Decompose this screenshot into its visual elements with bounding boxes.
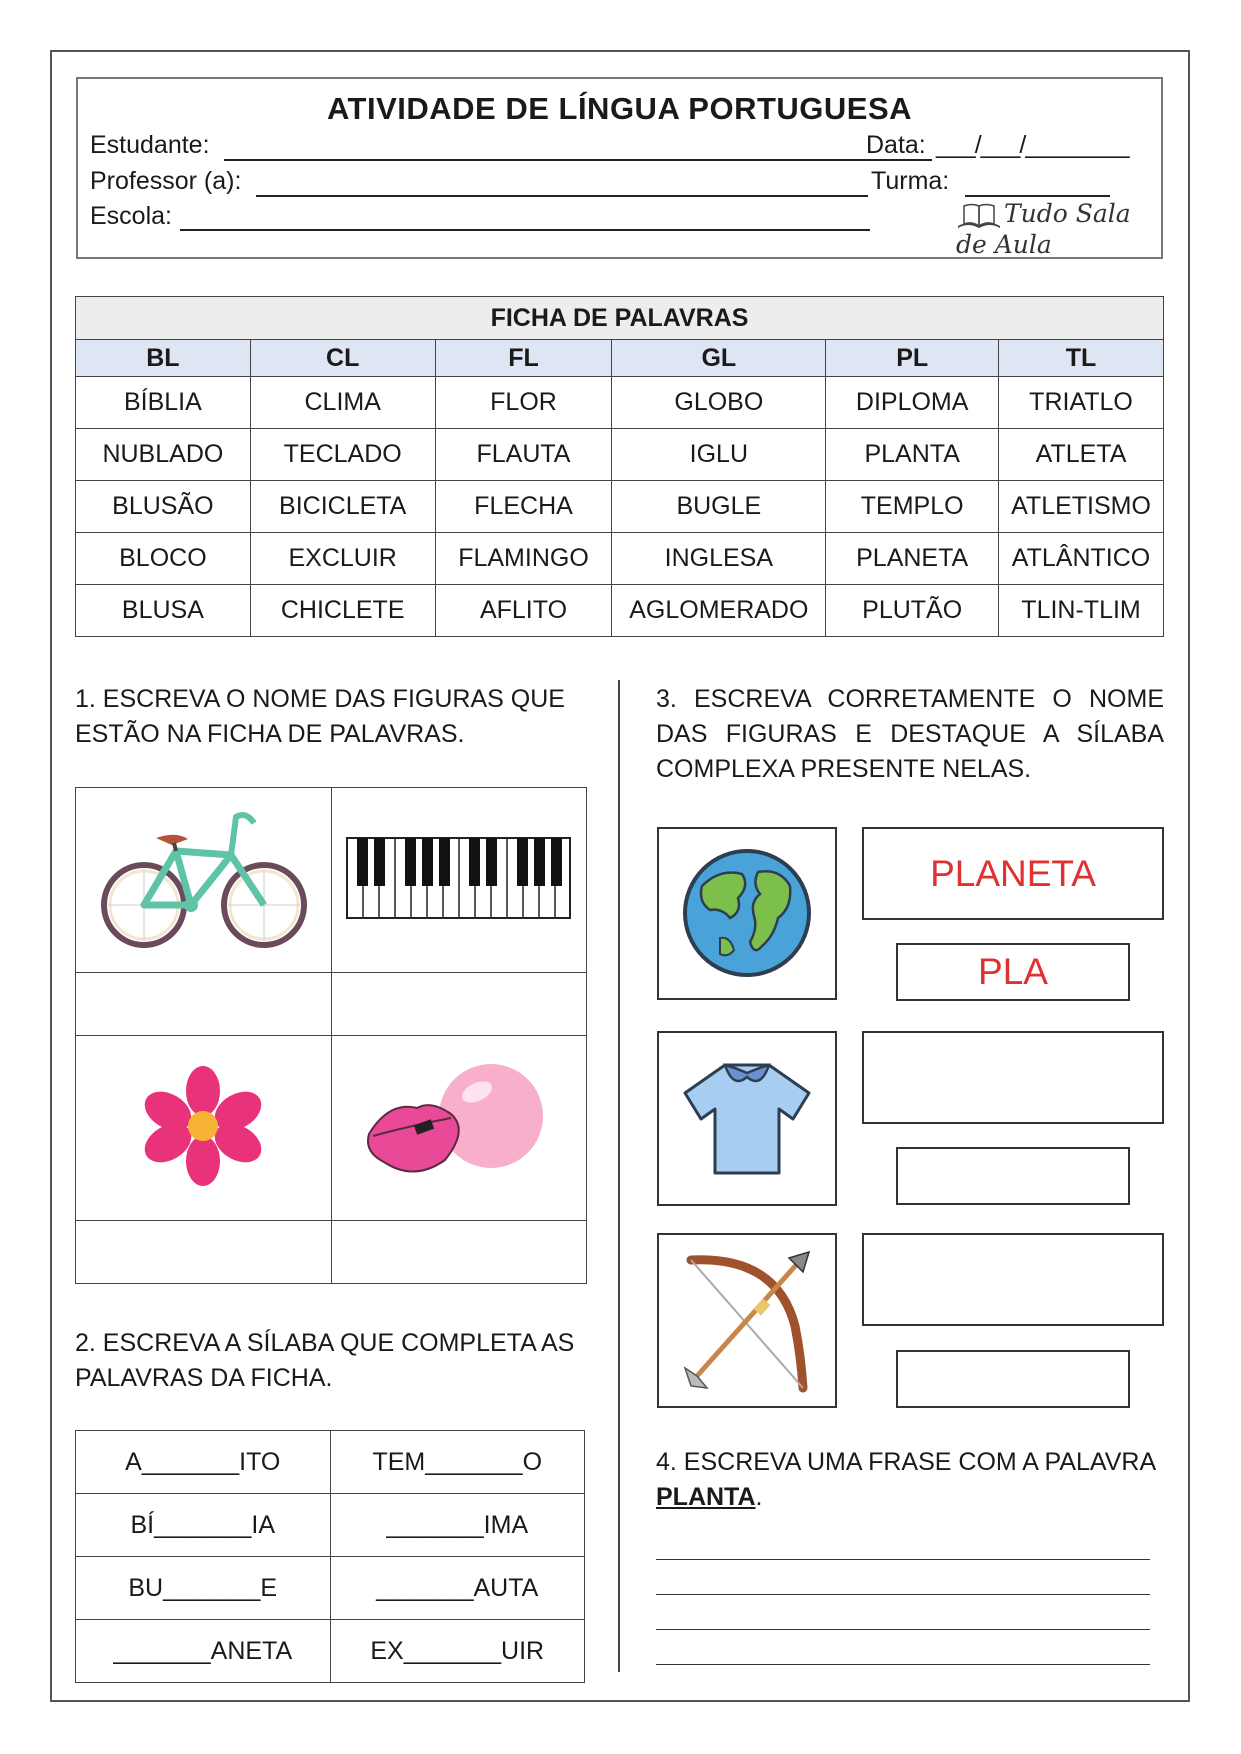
syllable-item[interactable]: _______IMA <box>330 1494 585 1557</box>
bicycle-icon <box>96 803 311 953</box>
logo <box>956 199 1161 259</box>
date-label: Data: <box>866 131 926 159</box>
column-divider <box>618 680 620 1672</box>
syllable-table <box>75 1430 585 1683</box>
bow-arrow-picture-box <box>657 1233 837 1408</box>
syllable-item[interactable]: BU_______E <box>76 1557 331 1620</box>
answer-word-box[interactable] <box>862 1233 1164 1326</box>
word-cell: NUBLADO <box>76 429 251 481</box>
column-header: CL <box>250 340 435 377</box>
picture-grid <box>75 787 587 1284</box>
planet-earth-icon <box>680 846 815 981</box>
question-4-suffix: . <box>755 1483 763 1511</box>
answer-syllable-box[interactable] <box>896 1147 1130 1205</box>
question-3-text: 3. ESCREVA CORRETAMENTE O NOME DAS FIGURAS E DESTAQUE A SÍLABA COMPLEXA PRESENTE NELAS. <box>656 685 1164 783</box>
column-header: GL <box>612 340 826 377</box>
flower-icon <box>138 1061 268 1191</box>
word-cell: GLOBO <box>612 377 826 429</box>
answer-line[interactable] <box>656 1560 1150 1595</box>
word-cell: FLECHA <box>435 481 612 533</box>
word-cell: CHICLETE <box>250 585 435 637</box>
page-title: ATIVIDADE DE LÍNGUA PORTUGUESA <box>326 91 913 126</box>
word-cell: PLANTA <box>826 429 999 481</box>
word-cell: DIPLOMA <box>826 377 999 429</box>
word-cell: TEMPLO <box>826 481 999 533</box>
shirt-picture-box <box>657 1031 837 1206</box>
bow-arrow-icon <box>677 1246 817 1396</box>
table-row <box>76 533 1164 585</box>
table-row <box>76 585 1164 637</box>
bubblegum-lips-icon <box>359 1056 559 1196</box>
keyboard-picture-cell <box>331 788 587 973</box>
word-cell: FLAUTA <box>435 429 612 481</box>
word-cell: ATLETISMO <box>999 481 1164 533</box>
word-cell: CLIMA <box>250 377 435 429</box>
question-1-text: 1. ESCREVA O NOME DAS FIGURAS QUE ESTÃO NA FICHA DE PALAVRAS. <box>75 685 565 748</box>
answer-cell[interactable] <box>76 1221 332 1284</box>
table-row <box>76 481 1164 533</box>
book-icon <box>956 202 1002 230</box>
syllable-item[interactable]: BÍ_______IA <box>76 1494 331 1557</box>
answer-cell[interactable] <box>331 1221 587 1284</box>
student-field[interactable] <box>224 159 932 161</box>
teacher-label: Professor (a): <box>90 167 242 195</box>
school-field[interactable] <box>180 229 870 231</box>
class-label: Turma: <box>871 167 950 195</box>
word-cell: FLAMINGO <box>435 533 612 585</box>
bubblegum-picture-cell <box>331 1036 587 1221</box>
word-cell: TLIN-TLIM <box>999 585 1164 637</box>
word-cell: BLOCO <box>76 533 251 585</box>
table-row <box>76 1494 585 1557</box>
answer-word-box[interactable] <box>862 1031 1164 1124</box>
school-label: Escola: <box>90 202 172 230</box>
word-cell: BÍBLIA <box>76 377 251 429</box>
bicycle-picture-cell <box>76 788 332 973</box>
word-cell: FLOR <box>435 377 612 429</box>
teacher-field[interactable] <box>256 195 868 197</box>
word-cell: BUGLE <box>612 481 826 533</box>
word-cell: AFLITO <box>435 585 612 637</box>
answer-syllable-box[interactable]: PLA <box>896 943 1130 1001</box>
table-row <box>76 1557 585 1620</box>
syllable-item[interactable]: _______AUTA <box>330 1557 585 1620</box>
word-cell: PLUTÃO <box>826 585 999 637</box>
syllable-item[interactable]: EX_______UIR <box>330 1620 585 1683</box>
word-cell: BLUSA <box>76 585 251 637</box>
answer-line[interactable] <box>656 1525 1150 1560</box>
word-table-title: FICHA DE PALAVRAS <box>76 297 1164 340</box>
table-row <box>76 1620 585 1683</box>
word-cell: EXCLUIR <box>250 533 435 585</box>
syllable-item[interactable]: TEM_______O <box>330 1431 585 1494</box>
word-table <box>75 296 1164 637</box>
shirt-icon <box>677 1059 817 1179</box>
column-header: BL <box>76 340 251 377</box>
word-cell: TRIATLO <box>999 377 1164 429</box>
word-cell: BLUSÃO <box>76 481 251 533</box>
table-row <box>76 429 1164 481</box>
column-header: TL <box>999 340 1164 377</box>
answer-syllable-box[interactable] <box>896 1350 1130 1408</box>
sentence-answer-lines[interactable] <box>656 1525 1150 1665</box>
word-cell: BICICLETA <box>250 481 435 533</box>
word-cell: INGLESA <box>612 533 826 585</box>
header-box <box>76 77 1163 259</box>
answer-word-box[interactable]: PLANETA <box>862 827 1164 920</box>
word-cell: TECLADO <box>250 429 435 481</box>
column-header: PL <box>826 340 999 377</box>
answer-cell[interactable] <box>76 973 332 1036</box>
syllable-item[interactable]: _______ANETA <box>76 1620 331 1683</box>
table-row <box>76 377 1164 429</box>
question-4-text <box>656 1445 1164 1515</box>
word-cell: IGLU <box>612 429 826 481</box>
word-cell: AGLOMERADO <box>612 585 826 637</box>
piano-keys-icon <box>346 837 571 919</box>
question-2-text: 2. ESCREVA A SÍLABA QUE COMPLETA AS PALAVRAS DA FICHA. <box>75 1329 575 1392</box>
answer-cell[interactable] <box>331 973 587 1036</box>
question-4-prefix: 4. ESCREVA UMA FRASE COM A PALAVRA <box>656 1448 1155 1476</box>
word-cell: PLANETA <box>826 533 999 585</box>
word-cell: ATLÂNTICO <box>999 533 1164 585</box>
word-cell: ATLETA <box>999 429 1164 481</box>
column-header: FL <box>435 340 612 377</box>
table-row <box>76 1431 585 1494</box>
answer-line[interactable] <box>656 1595 1150 1630</box>
syllable-item[interactable]: A_______ITO <box>76 1431 331 1494</box>
question-4-word: PLANTA <box>656 1483 756 1511</box>
logo-text: Tudo Sala de Aula <box>956 199 1131 259</box>
student-label: Estudante: <box>90 131 210 159</box>
flower-picture-cell <box>76 1036 332 1221</box>
class-field[interactable] <box>965 195 1110 197</box>
planet-picture-box <box>657 827 837 1000</box>
answer-line[interactable] <box>656 1630 1150 1665</box>
date-field[interactable]: ___/___/________ <box>936 131 1129 159</box>
